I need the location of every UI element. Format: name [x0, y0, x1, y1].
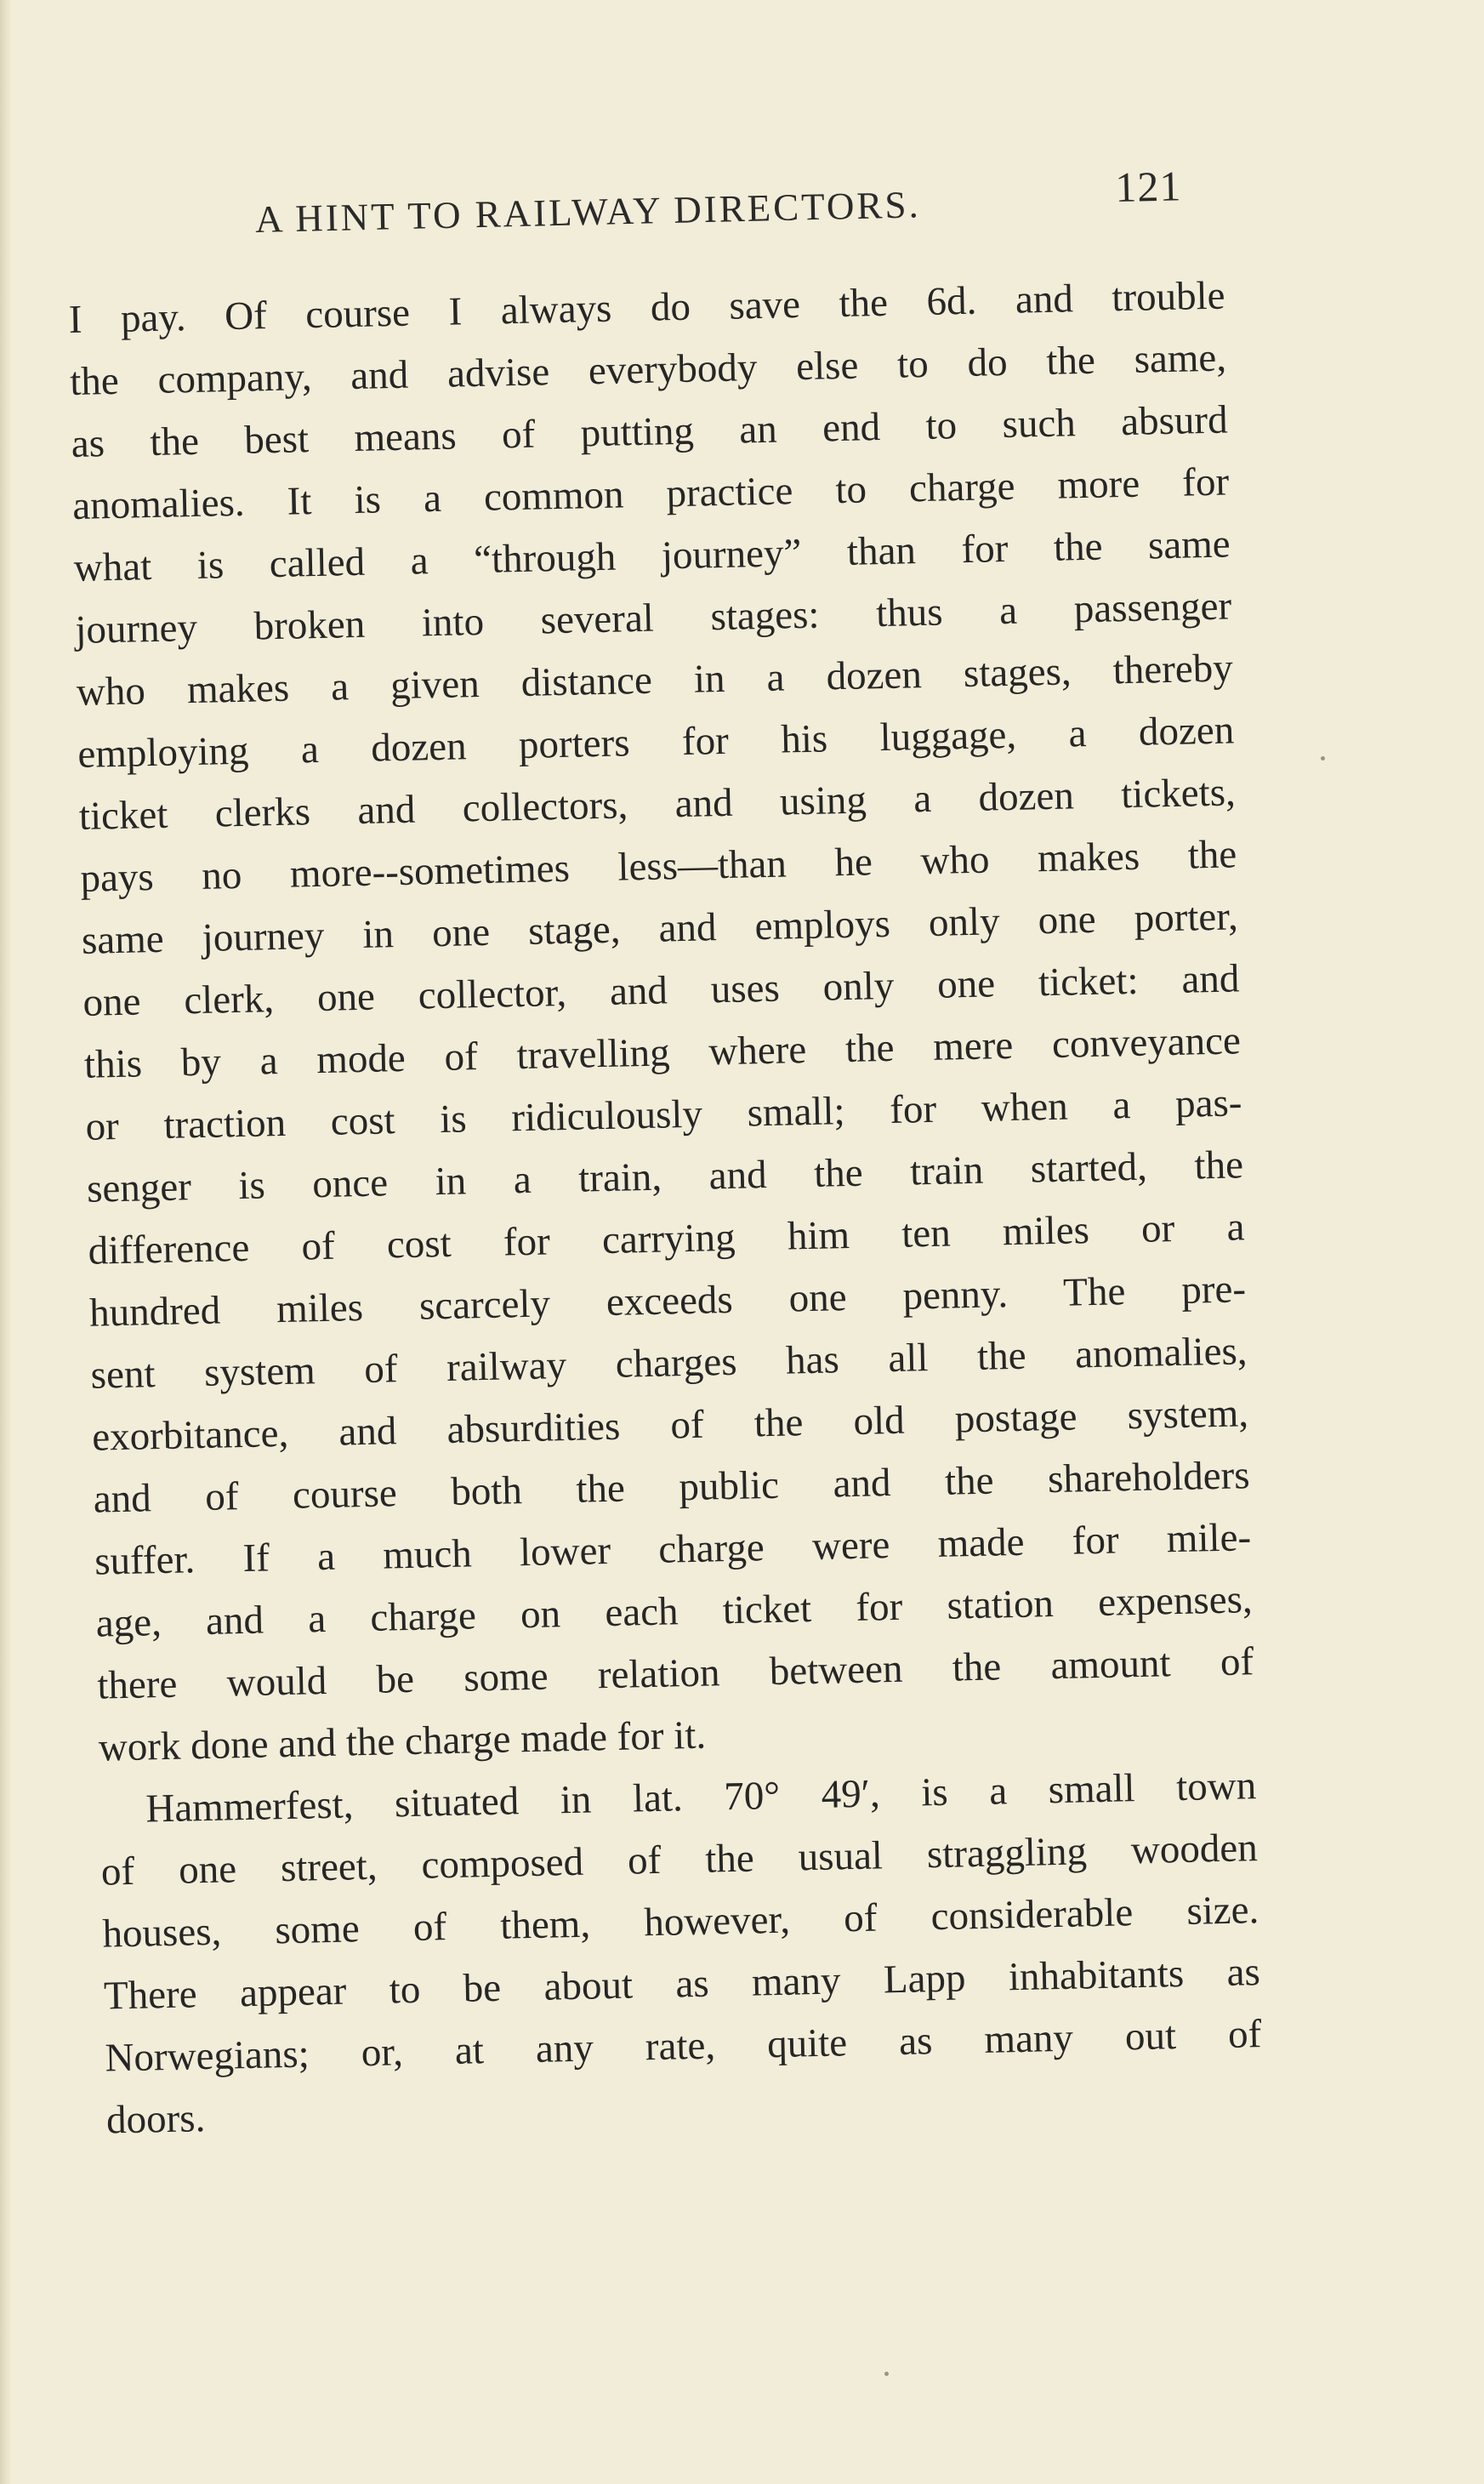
text-line: age, and a charge on each ticket for station expenses,	[95, 1577, 1254, 1646]
text-line: what is called a “through journey” than for the same	[73, 521, 1231, 590]
text-line: suffer. If a much lower charge were made for mile-	[94, 1515, 1252, 1584]
page-number: 121	[1114, 162, 1183, 212]
text-line: this by a mode of travelling where the mere conveyance	[83, 1018, 1242, 1087]
text-line: senger is once in a train, and the train started, the	[86, 1142, 1244, 1211]
running-head	[254, 162, 1183, 242]
body-text	[68, 265, 1264, 2152]
text-line: and of course both the public and the shareholders	[93, 1453, 1251, 1522]
paragraph	[68, 265, 1255, 1780]
text-line: doors.	[105, 2096, 206, 2143]
text-line: employing a dozen porters for his luggage, a dozen	[77, 708, 1235, 777]
text-line: Hammerfest, situated in lat. 70° 49′, is a small town	[145, 1763, 1257, 1832]
text-line: difference of cost for carrying him ten miles or a	[88, 1205, 1245, 1273]
text-line: hundred miles scarcely exceeds one penny. The pre-	[88, 1267, 1247, 1336]
text-line: There appear to be about as many Lapp inhabitants as	[103, 1950, 1261, 2019]
text-line: ticket clerks and collectors, and using a dozen tickets,	[78, 770, 1237, 839]
paper-speck	[884, 2372, 889, 2376]
text-line: houses, some of them, however, of considerable size.	[101, 1888, 1259, 1957]
text-line: anomalies. It is a common practice to charge more for	[71, 459, 1230, 528]
text-line: of one street, composed of the usual straggling wooden	[100, 1826, 1259, 1894]
text-line: there would be some relation between the amount of	[96, 1639, 1254, 1708]
text-line: one clerk, one collector, and uses only one ticket: and	[82, 956, 1240, 1025]
text-line: I pay. Of course I always do save the 6d. and trouble	[68, 273, 1226, 342]
text-line: pays no more--sometimes less—than he who makes the	[79, 832, 1237, 901]
text-line: exorbitance, and absurdities of the old postage system,	[91, 1391, 1249, 1460]
running-head-title: A HINT TO RAILWAY DIRECTORS.	[254, 183, 922, 241]
text-line: work done and the charge made for it.	[98, 1712, 707, 1770]
paper-speck	[1321, 756, 1325, 761]
page-gutter-shadow	[0, 0, 12, 2484]
text-line: the company, and advise everybody else to do the same,	[69, 335, 1227, 404]
text-line: or traction cost is ridiculously small; for when a pas-	[85, 1080, 1242, 1149]
text-line: sent system of railway charges has all the anomalies,	[90, 1329, 1248, 1398]
text-line: who makes a given distance in a dozen stages, thereby	[76, 646, 1234, 715]
text-line: Norwegians; or, at any rate, quite as many out of	[105, 2012, 1262, 2081]
paragraph	[100, 1755, 1264, 2151]
text-line: journey broken into several stages: thus a passenger	[74, 584, 1232, 652]
text-line: same journey in one stage, and employs only one porter,	[81, 894, 1239, 963]
text-line: as the best means of putting an end to such absurd	[71, 397, 1229, 466]
